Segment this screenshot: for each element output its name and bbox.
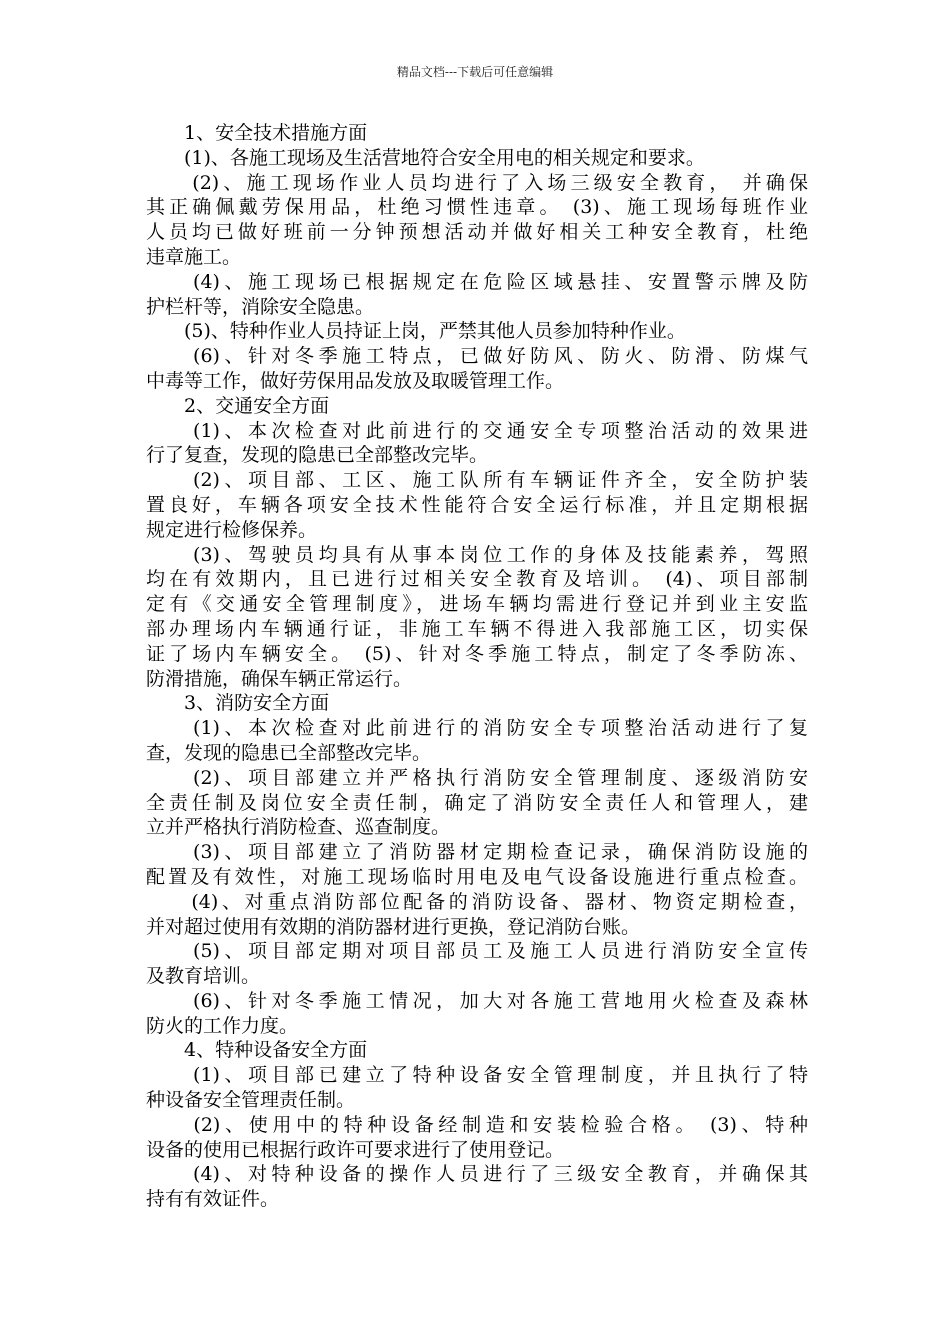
text-line: 证了场内车辆安全。 (5)、针对冬季施工特点，制定了冬季防冻、 [146,642,808,665]
text-line: (5)、项目部定期对项目部员工及施工人员进行消防安全宣传 [146,940,808,963]
document-body [146,121,808,1212]
text-line: (5)、特种作业人员持证上岗，严禁其他人员参加特种作业。 [146,320,686,343]
text-line: (2)、项目部建立并严格执行消防安全管理制度、逐级消防安 [146,766,808,789]
text-line: 规定进行检修保养。 [146,518,318,541]
text-line: 违章施工。 [146,245,242,268]
text-line: (4)、对特种设备的操作人员进行了三级安全教育，并确保其 [146,1163,808,1186]
text-line: 立并严格执行消防检查、巡查制度。 [146,816,451,839]
text-line: 全责任制及岗位安全责任制，确定了消防安全责任人和管理人，建 [146,791,808,814]
text-line: (6)、针对冬季施工特点，已做好防风、防火、防滑、防煤气 [146,345,808,368]
text-line: 1、安全技术措施方面 [146,122,368,144]
text-line: (4)、施工现场已根据规定在危险区域悬挂、安置警示牌及防 [146,270,808,293]
text-line: (3)、驾驶员均具有从事本岗位工作的身体及技能素养，驾照 [146,543,808,566]
text-line: (1)、各施工现场及生活营地符合安全用电的相关规定和要求。 [146,146,705,169]
text-line: 人员均已做好班前一分钟预想活动并做好相关工种安全教育，杜绝 [146,221,808,244]
text-line: 及教育培训。 [146,965,261,988]
text-line: (2)、使用中的特种设备经制造和安装检验合格。 (3)、特种 [146,1113,808,1136]
text-line: 并对超过使用有效期的消防器材进行更换，登记消防台账。 [146,915,641,938]
text-line: (6)、针对冬季施工情况，加大对各施工营地用火检查及森林 [146,989,808,1012]
text-line: 护栏杆等，消除安全隐患。 [146,295,375,318]
text-line: 部办理场内车辆通行证，非施工车辆不得进入我部施工区，切实保 [146,617,808,640]
text-line: 均在有效期内，且已进行过相关安全教育及培训。 (4)、项目部制 [146,568,808,591]
text-line: (3)、项目部建立了消防器材定期检查记录，确保消防设施的 [146,841,808,864]
text-line: 行了复查，发现的隐患已全部整改完毕。 [146,444,489,467]
text-line: 配置及有效性，对施工现场临时用电及电气设备设施进行重点检查。 [146,865,808,888]
text-line: (4)、对重点消防部位配备的消防设备、器材、物资定期检查， [146,890,808,913]
text-line: 种设备安全管理责任制。 [146,1089,356,1112]
text-line: 持有有效证件。 [146,1188,280,1211]
text-line: 定有《交通安全管理制度》，进场车辆均需进行登记并到业主安监 [146,593,808,616]
text-line: (1)、本次检查对此前进行的消防安全专项整治活动进行了复 [146,717,808,740]
text-line: 防火的工作力度。 [146,1014,299,1037]
text-line: 3、消防安全方面 [146,692,330,715]
text-line: 中毒等工作，做好劳保用品发放及取暖管理工作。 [146,369,565,392]
text-line: 设备的使用已根据行政许可要求进行了使用登记。 [146,1138,565,1161]
page-header: 精品文档---下载后可任意编辑 [396,65,554,79]
text-line: 置良好，车辆各项安全技术性能符合安全运行标准，并且定期根据 [146,493,808,516]
text-line: 4、特种设备安全方面 [146,1039,368,1062]
text-line: (1)、项目部已建立了特种设备安全管理制度，并且执行了特 [146,1064,808,1087]
text-line: (2)、施工现场作业人员均进行了入场三级安全教育， 并确保 [146,171,808,194]
text-line: (1)、本次检查对此前进行的交通安全专项整治活动的效果进 [146,419,808,442]
text-line: 查，发现的隐患已全部整改完毕。 [146,741,432,764]
text-line: 防滑措施，确保车辆正常运行。 [146,667,413,690]
text-line: 其正确佩戴劳保用品，杜绝习惯性违章。 (3)、施工现场每班作业 [146,196,808,219]
text-line: (2)、项目部、工区、施工队所有车辆证件齐全，安全防护装 [146,469,808,492]
text-line: 2、交通安全方面 [146,394,330,417]
